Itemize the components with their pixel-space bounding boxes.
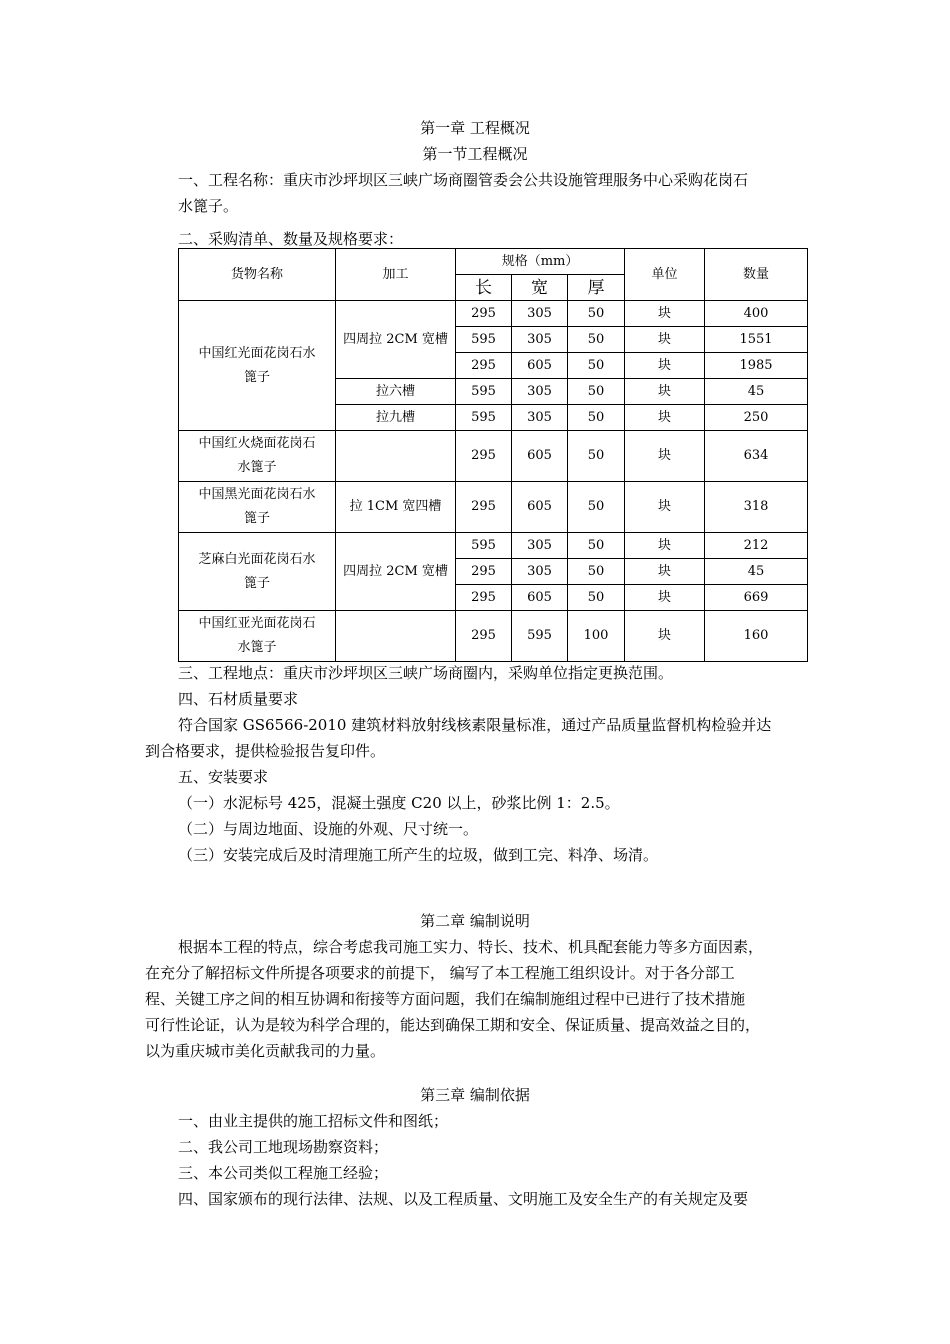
unit-cell: 块 [625, 405, 705, 431]
width-cell: 305 [512, 327, 568, 353]
length-cell: 295 [456, 301, 512, 327]
goods-name-cell [179, 301, 336, 431]
thickness-cell: 50 [568, 559, 625, 585]
chapter1-section-title: 第一节工程概况 [422, 145, 528, 163]
basis-item-3: 三、本公司类似工程施工经验； [178, 1164, 389, 1182]
process-cell [336, 431, 456, 482]
table-row [179, 482, 808, 533]
header-spec: 规格（mm） [456, 249, 625, 275]
length-cell: 295 [456, 431, 512, 482]
width-cell: 305 [512, 405, 568, 431]
thickness-cell: 50 [568, 482, 625, 533]
unit-cell: 块 [625, 327, 705, 353]
unit-cell: 块 [625, 379, 705, 405]
goods-name-cell [179, 611, 336, 662]
project-name-line1: 一、工程名称：重庆市沙坪坝区三峡广场商圈管委会公共设施管理服务中心采购花岗石 [178, 171, 749, 189]
unit-cell: 块 [625, 611, 705, 662]
goods-name-line: 水篦子 [237, 460, 277, 475]
goods-name-line: 芝麻白光面花岗石水 [198, 551, 316, 567]
chapter2-paragraph-line: 以为重庆城市美化贡献我司的力量。 [145, 1042, 386, 1060]
width-cell: 305 [512, 379, 568, 405]
thickness-cell: 50 [568, 327, 625, 353]
install-requirement-1: （一）水泥标号 425，混凝土强度 C20 以上，砂浆比例 1：2.5。 [178, 794, 620, 812]
goods-name-cell [179, 431, 336, 482]
header-process: 加工 [336, 249, 456, 301]
install-requirements-heading: 五、安装要求 [178, 768, 269, 786]
length-cell: 595 [456, 327, 512, 353]
table-header-row [179, 249, 808, 275]
chapter2-paragraph-line: 根据本工程的特点，综合考虑我司施工实力、特长、技术、机具配套能力等多方面因素， [178, 938, 764, 956]
width-cell: 605 [512, 482, 568, 533]
quantity-cell: 250 [705, 405, 808, 431]
thickness-cell: 50 [568, 405, 625, 431]
width-cell: 595 [512, 611, 568, 662]
length-cell: 295 [456, 611, 512, 662]
unit-cell: 块 [625, 301, 705, 327]
goods-name-line: 中国红亚光面花岗石 [198, 616, 316, 631]
thickness-cell: 100 [568, 611, 625, 662]
process-cell: 四周拉 2CM 宽槽 [336, 301, 456, 379]
install-requirement-2: （二）与周边地面、设施的外观、尺寸统一。 [178, 820, 479, 838]
goods-name-line: 篦子 [243, 369, 270, 385]
quantity-cell: 1985 [705, 353, 808, 379]
thickness-cell: 50 [568, 379, 625, 405]
quantity-cell: 400 [705, 301, 808, 327]
width-cell: 605 [512, 585, 568, 611]
goods-name-line: 篦子 [243, 575, 270, 591]
thickness-cell: 50 [568, 533, 625, 559]
process-cell: 拉 1CM 宽四槽 [336, 482, 456, 533]
quantity-cell: 45 [705, 379, 808, 405]
unit-cell: 块 [625, 585, 705, 611]
purchase-spec-table [178, 248, 808, 662]
quantity-cell: 669 [705, 585, 808, 611]
length-cell: 595 [456, 533, 512, 559]
goods-name-line: 篦子 [243, 511, 270, 526]
project-name-line2: 水篦子。 [178, 197, 239, 215]
process-cell: 拉六槽 [336, 379, 456, 405]
header-unit: 单位 [625, 249, 705, 301]
process-cell [336, 611, 456, 662]
width-cell: 305 [512, 301, 568, 327]
length-cell: 295 [456, 353, 512, 379]
quantity-cell: 160 [705, 611, 808, 662]
thickness-cell: 50 [568, 585, 625, 611]
chapter3-title: 第三章 编制依据 [420, 1086, 530, 1104]
table-row [179, 301, 808, 327]
width-cell: 605 [512, 353, 568, 379]
chapter2-paragraph-line: 可行性论证，认为是较为科学合理的，能达到确保工期和安全、保证质量、提高效益之目的， [145, 1016, 761, 1034]
goods-name-line: 中国红光面花岗石水 [198, 345, 316, 361]
unit-cell: 块 [625, 482, 705, 533]
width-cell: 305 [512, 559, 568, 585]
chapter1-title: 第一章 工程概况 [420, 119, 530, 137]
header-goods-name: 货物名称 [179, 249, 336, 301]
process-cell: 四周拉 2CM 宽槽 [336, 533, 456, 611]
quantity-cell: 45 [705, 559, 808, 585]
length-cell: 295 [456, 559, 512, 585]
header-width: 宽 [512, 275, 568, 301]
goods-name-cell [179, 533, 336, 611]
header-quantity: 数量 [705, 249, 808, 301]
width-cell: 605 [512, 431, 568, 482]
length-cell: 295 [456, 585, 512, 611]
header-length: 长 [456, 275, 512, 301]
quantity-cell: 318 [705, 482, 808, 533]
goods-name-line: 中国红火烧面花岗石 [198, 436, 316, 451]
length-cell: 295 [456, 482, 512, 533]
goods-name-line: 水篦子 [237, 640, 277, 655]
unit-cell: 块 [625, 353, 705, 379]
chapter2-paragraph-line: 程、关键工序之间的相互协调和衔接等方面问题，我们在编制施组过程中已进行了技术措施 [145, 990, 746, 1008]
width-cell: 305 [512, 533, 568, 559]
process-cell: 拉九槽 [336, 405, 456, 431]
length-cell: 595 [456, 405, 512, 431]
unit-cell: 块 [625, 533, 705, 559]
stone-quality-text-line2: 到合格要求，提供检验报告复印件。 [145, 742, 386, 760]
install-requirement-3: （三）安装完成后及时清理施工所产生的垃圾，做到工完、料净、场清。 [178, 846, 659, 864]
table-row [179, 611, 808, 662]
chapter2-paragraph-line: 在充分了解招标文件所提各项要求的前提下， 编写了本工程施工组织设计。对于各分部工 [145, 964, 735, 982]
unit-cell: 块 [625, 559, 705, 585]
quantity-cell: 634 [705, 431, 808, 482]
quantity-cell: 1551 [705, 327, 808, 353]
basis-item-4: 四、国家颁布的现行法律、法规、以及工程质量、文明施工及安全生产的有关规定及要 [178, 1190, 749, 1208]
header-thickness: 厚 [568, 275, 625, 301]
purchase-list-heading: 二、采购清单、数量及规格要求： [178, 230, 404, 248]
project-location: 三、工程地点：重庆市沙坪坝区三峡广场商圈内，采购单位指定更换范围。 [178, 664, 674, 682]
unit-cell: 块 [625, 431, 705, 482]
basis-item-2: 二、我公司工地现场勘察资料； [178, 1138, 389, 1156]
thickness-cell: 50 [568, 301, 625, 327]
table-row [179, 533, 808, 559]
table-row [179, 431, 808, 482]
length-cell: 595 [456, 379, 512, 405]
quantity-cell: 212 [705, 533, 808, 559]
goods-name-cell [179, 482, 336, 533]
basis-item-1: 一、由业主提供的施工招标文件和图纸； [178, 1112, 449, 1130]
stone-quality-text-line1: 符合国家 GS6566-2010 建筑材料放射线核素限量标准，通过产品质量监督机构检验并达 [178, 716, 772, 734]
thickness-cell: 50 [568, 353, 625, 379]
stone-quality-heading: 四、石材质量要求 [178, 690, 299, 708]
goods-name-line: 中国黑光面花岗石水 [198, 487, 316, 502]
chapter2-title: 第二章 编制说明 [420, 912, 530, 930]
thickness-cell: 50 [568, 431, 625, 482]
